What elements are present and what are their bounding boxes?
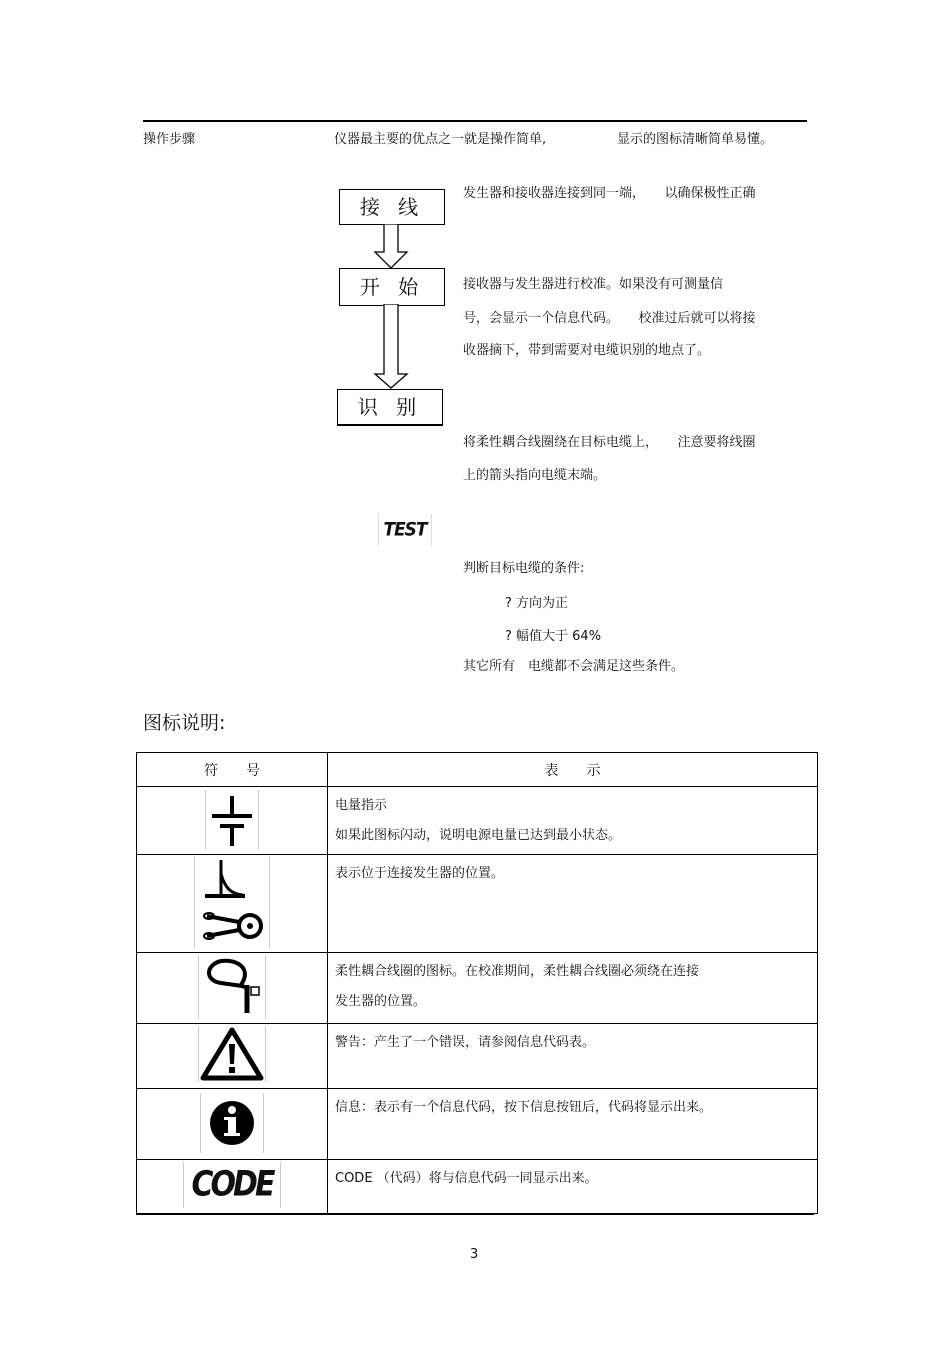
legend-row-warning-line1: 警告：产生了一个错误，请参阅信息代码表。 bbox=[335, 1035, 596, 1050]
start-description-line1: 接收器与发生器进行校准。如果没有可测量信 bbox=[463, 277, 724, 292]
battery-icon bbox=[205, 790, 259, 850]
identify-description-line1: 将柔性耦合线圈绕在目标电缆上， 注意要将线圈 bbox=[463, 435, 756, 450]
header-symbol: 符 号 bbox=[137, 753, 328, 787]
table-row bbox=[137, 953, 818, 1024]
legend-row-battery-line1: 电量指示 bbox=[335, 798, 388, 813]
legend-row-battery-line2: 如果此图标闪动，说明电源电量已达到最小状态。 bbox=[335, 828, 622, 843]
warning-icon bbox=[198, 1026, 266, 1082]
legend-row-coil-line1: 柔性耦合线圈的图标。在校准期间，柔性耦合线圈必须绕在连接 bbox=[335, 964, 700, 979]
legend-row-info-line1: 信息：表示有一个信息代码，按下信息按钮后，代码将显示出来。 bbox=[335, 1100, 713, 1115]
start-description-line3: 收器摘下，带到需要对电缆识别的地点了。 bbox=[463, 343, 711, 358]
table-row bbox=[137, 1024, 818, 1089]
table-row bbox=[137, 855, 818, 953]
flow-arrow-1 bbox=[370, 224, 412, 270]
code-icon-text: CODE bbox=[191, 1164, 273, 1205]
legend-title: 图标说明: bbox=[143, 712, 226, 734]
start-description-line2: 号，会显示一个信息代码。 校准过后就可以将接 bbox=[463, 311, 756, 326]
legend-row-code-line1: CODE （代码）将与信息代码一同显示出来。 bbox=[335, 1171, 598, 1186]
flow-step-identify bbox=[337, 389, 443, 426]
header-meaning: 表 示 bbox=[328, 753, 818, 787]
identify-description-line2: 上的箭头指向电缆末端。 bbox=[463, 468, 607, 483]
table-row bbox=[137, 1160, 818, 1214]
condition-item-amplitude: ? 幅值大于 64% bbox=[505, 629, 602, 644]
generator-clamp-icon bbox=[194, 856, 270, 948]
intro-sentence-part1: 仪器最主要的优点之一就是操作简单, bbox=[334, 132, 547, 147]
info-icon bbox=[200, 1093, 264, 1153]
flow-step-start bbox=[339, 268, 445, 306]
flow-step-wiring-label: 接 线 bbox=[359, 195, 425, 219]
top-rule bbox=[143, 120, 807, 122]
wiring-description: 发生器和接收器连接到同一端， 以确保极性正确 bbox=[463, 186, 756, 201]
condition-item-direction: ? 方向为正 bbox=[505, 596, 569, 611]
test-icon bbox=[378, 514, 432, 546]
conditions-footer: 其它所有 电缆都不会满足这些条件。 bbox=[463, 659, 685, 674]
flow-step-start-label: 开 始 bbox=[359, 275, 425, 299]
flow-step-identify-label: 识 别 bbox=[357, 395, 423, 419]
icon-legend-table bbox=[136, 752, 818, 1214]
bottom-rule bbox=[136, 1213, 814, 1215]
page-number: 3 bbox=[470, 1247, 479, 1262]
flow-arrow-2 bbox=[370, 304, 412, 390]
conditions-title: 判断目标电缆的条件: bbox=[463, 561, 585, 576]
table-row bbox=[137, 787, 818, 855]
legend-row-coil-line2: 发生器的位置。 bbox=[335, 994, 427, 1009]
section-label: 操作步骤 bbox=[143, 132, 196, 147]
table-row bbox=[137, 1089, 818, 1160]
legend-row-generator-line1: 表示位于连接发生器的位置。 bbox=[335, 866, 505, 881]
intro-sentence-part2: 显示的图标清晰简单易懂。 bbox=[617, 132, 774, 147]
test-icon-text: TEST bbox=[383, 519, 427, 541]
table-header-row bbox=[137, 753, 818, 787]
flow-step-wiring bbox=[339, 189, 445, 225]
flexible-coil-icon bbox=[198, 955, 266, 1019]
code-icon bbox=[183, 1162, 281, 1208]
